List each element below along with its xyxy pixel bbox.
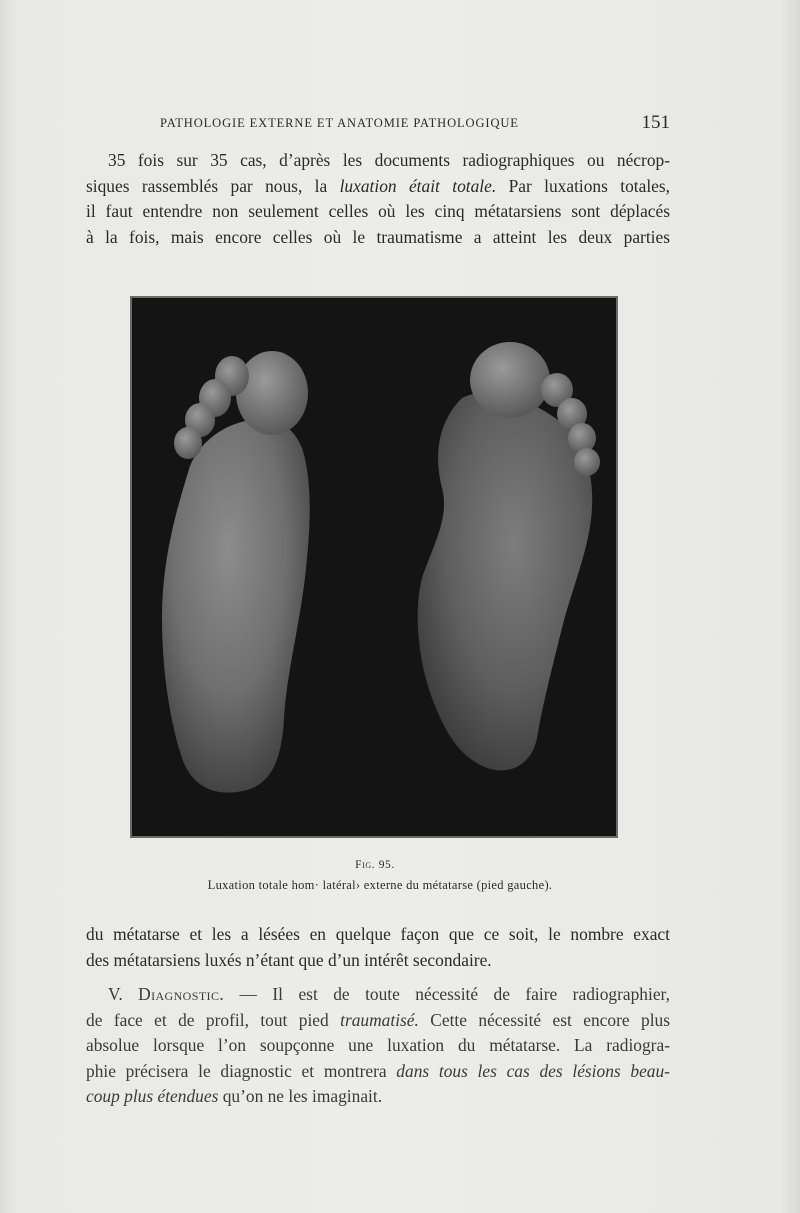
figure-caption: Luxation totale hom· latéral› externe du métatarse (pied gauche).	[207, 878, 553, 892]
text-run: siques rassemblés par nous, la	[86, 175, 340, 196]
emphasis-text: coup plus étendues	[86, 1086, 219, 1107]
text-run: Par luxations totales,	[496, 175, 670, 196]
paragraph-line: à la fois, mais encore celles où le traumatisme a atteint les deux parties	[86, 226, 670, 247]
paragraph-line	[86, 174, 670, 200]
paragraph-continued	[86, 922, 670, 973]
text-run: de face et de profil, tout pied	[86, 1009, 341, 1030]
paragraph-intro	[86, 148, 670, 250]
section-number: V.	[108, 984, 139, 1004]
running-head: PATHOLOGIE EXTERNE ET ANATOMIE PATHOLOGIQUE	[160, 116, 519, 130]
paragraph-diagnostic	[86, 982, 670, 1110]
figure-number: Fig. 95.	[355, 859, 395, 871]
section-heading: Diagnostic.	[138, 984, 225, 1004]
text-run: Cette nécessité est encore plus	[418, 1009, 670, 1030]
paragraph-line: absolue lorsque l’on soupçonne une luxation du métatarse. La radiogra-	[86, 1035, 670, 1056]
text-run: phie précisera le diagnostic et montrera	[86, 1060, 397, 1081]
paragraph-line: il faut entendre non seulement celles où les cinq métatarsiens sont déplacés	[86, 201, 670, 222]
paragraph-line	[86, 1059, 670, 1085]
paragraph-line	[86, 982, 670, 1008]
emphasis-text: traumatisé.	[340, 1009, 419, 1030]
figure-photograph	[130, 296, 618, 838]
paragraph-line	[86, 1084, 670, 1110]
paragraph-line: des métatarsiens luxés n’étant que d’un intérêt secondaire.	[86, 949, 492, 970]
paragraph-line: 35 fois sur 35 cas, d’après les documents radiographiques ou nécrop-	[108, 150, 670, 170]
text-run: qu’on ne les imaginait.	[218, 1086, 383, 1107]
page-header	[160, 112, 670, 138]
page-number: 151	[641, 112, 670, 133]
paragraph-line: du métatarse et les a lésées en quelque façon que ce soit, le nombre exact	[86, 924, 670, 944]
paragraph-line	[86, 1008, 670, 1034]
emphasis-text: luxation était totale.	[339, 175, 497, 196]
feet-soles-photo	[132, 298, 616, 836]
text-run: — Il est de toute nécessité de faire radiographier,	[224, 984, 670, 1004]
emphasis-text: dans tous les cas des lésions beau-	[396, 1060, 670, 1081]
